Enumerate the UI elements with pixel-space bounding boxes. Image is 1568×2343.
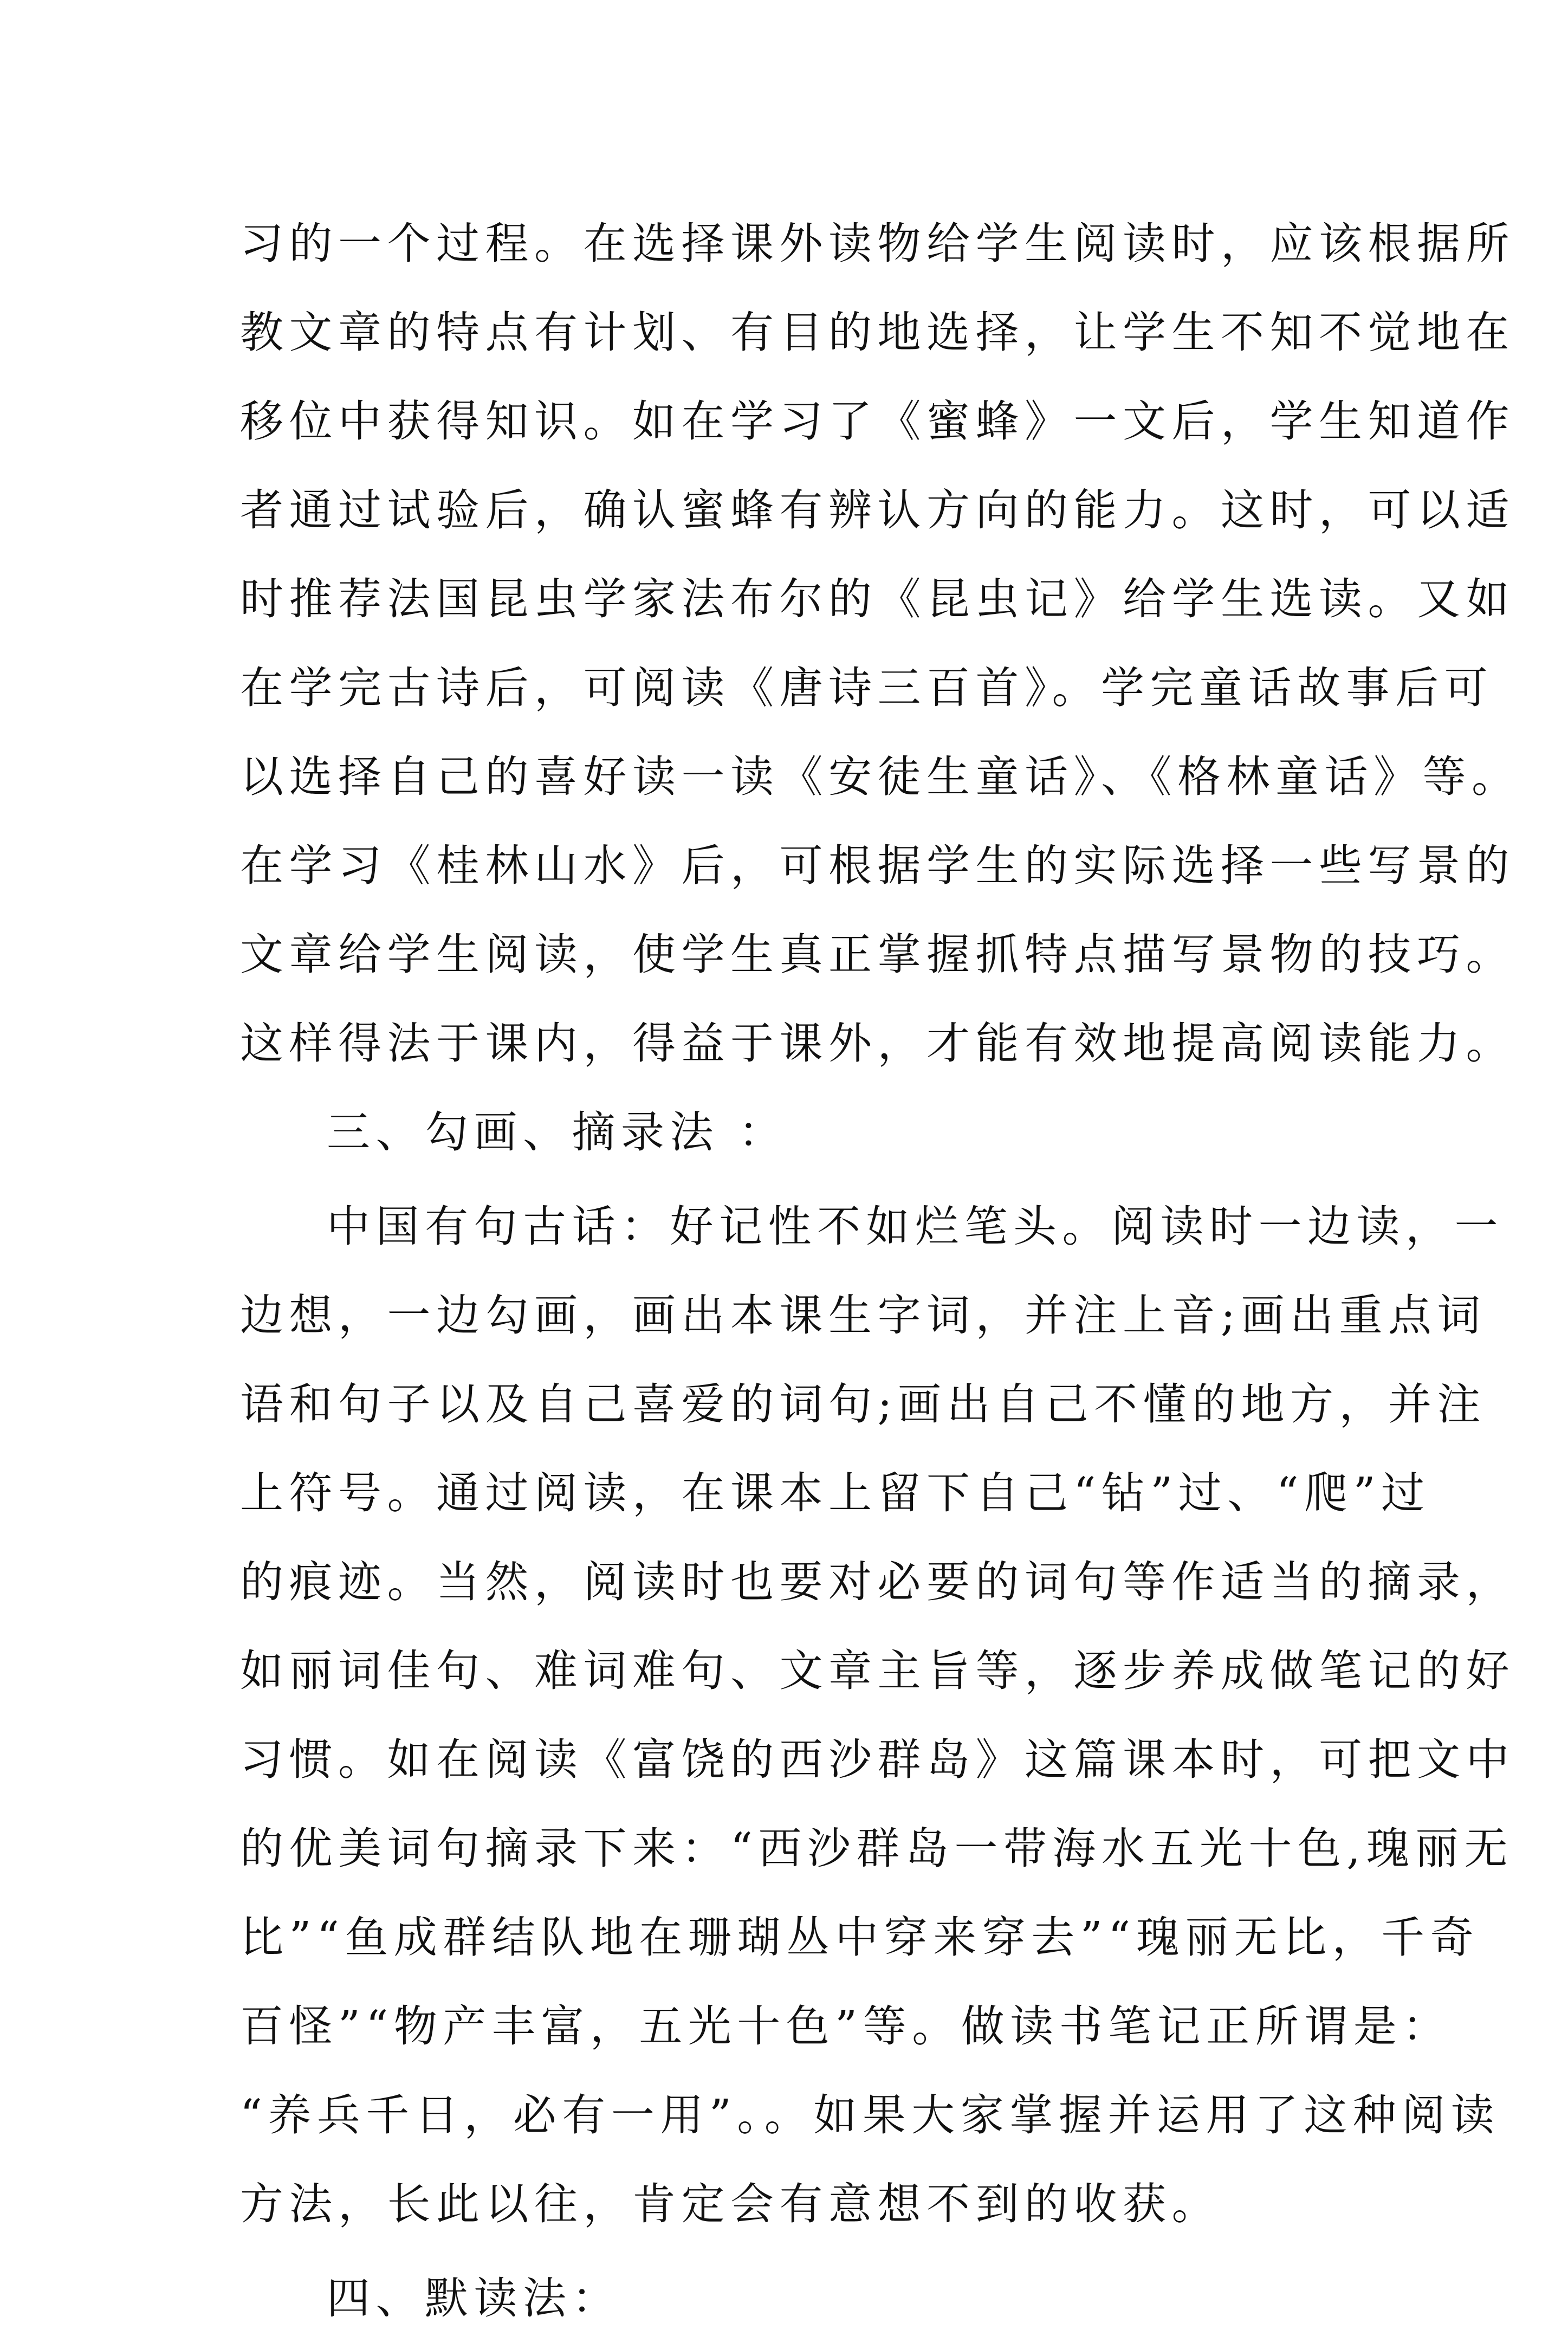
paragraph-line: 比”“鱼成群结队地在珊瑚丛中穿来穿去”“瑰丽无比，千奇: [240, 1912, 1480, 1963]
paragraph-line: 边想，一边勾画，画出本课生字词，并注上音;画出重点词: [240, 1290, 1486, 1341]
paragraph-first-line: 中国有句古话：好记性不如烂笔头。阅读时一边读，一: [327, 1201, 1504, 1252]
paragraph-line: “养兵千日，必有一用”。。如果大家掌握并运用了这种阅读: [240, 2090, 1500, 2140]
body-text: [240, 199, 1521, 2343]
paragraph-line: 以选择自己的喜好读一读《安徒生童话》、《格林童话》等。: [240, 752, 1521, 802]
paragraph-line: 习惯。如在阅读《富饶的西沙群岛》这篇课本时，可把文中: [240, 1734, 1515, 1785]
paragraph-line: 如丽词佳句、难词难句、文章主旨等，逐步养成做笔记的好: [240, 1646, 1515, 1696]
paragraph-line: 语和句子以及自己喜爱的词句;画出自己不懂的地方，并注: [240, 1379, 1486, 1429]
section-heading: 三、勾画、摘录法 ：: [327, 1107, 788, 1157]
paragraph-line: 在学完古诗后，可阅读《唐诗三百首》。学完童话故事后可: [240, 663, 1493, 713]
paragraph-line: 这样得法于课内，得益于课外，才能有效地提高阅读能力。: [240, 1018, 1515, 1069]
paragraph-line: 习的一个过程。在选择课外读物给学生阅读时，应该根据所: [240, 218, 1515, 269]
paragraph-line: 上符号。通过阅读，在课本上留下自己“钻”过、“爬”过: [240, 1468, 1430, 1518]
paragraph-line: 的优美词句摘录下来：“西沙群岛一带海水五光十色,瑰丽无: [240, 1823, 1513, 1874]
paragraph-line: 的痕迹。当然，阅读时也要对必要的词句等作适当的摘录，: [240, 1557, 1515, 1607]
paragraph-line: 移位中获得知识。如在学习了《蜜蜂》一文后，学生知道作: [240, 396, 1515, 446]
paragraph-line: 文章给学生阅读，使学生真正掌握抓特点描写景物的技巧。: [240, 929, 1515, 980]
paragraph-line: 者通过试验后，确认蜜蜂有辨认方向的能力。这时，可以适: [240, 485, 1515, 535]
paragraph-line: 教文章的特点有计划、有目的地选择，让学生不知不觉地在: [240, 307, 1515, 358]
section-heading: 四、默读法：: [327, 2273, 621, 2323]
paragraph-line: 时推荐法国昆虫学家法布尔的《昆虫记》给学生选读。又如: [240, 574, 1515, 624]
paragraph-line: 在学习《桂林山水》后，可根据学生的实际选择一些写景的: [240, 840, 1515, 891]
paragraph-line: 百怪”“物产丰富，五光十色”等。做读书笔记正所谓是：: [240, 2001, 1452, 2051]
paragraph-line: 方法，长此以往，肯定会有意想不到的收获。: [240, 2179, 1221, 2229]
